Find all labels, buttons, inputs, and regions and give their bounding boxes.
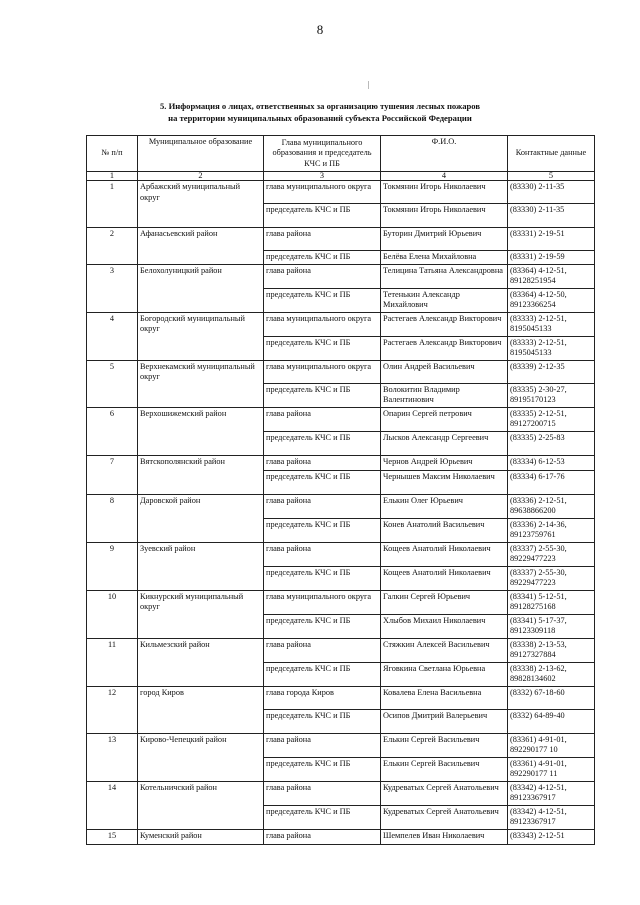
contact-cell: (83361) 4-91-01, 892290177 11 (508, 757, 595, 781)
row-number: 3 (87, 264, 138, 312)
scan-mark: | (368, 80, 370, 89)
role-cell: председатель КЧС и ПБ (264, 709, 381, 733)
fio-cell: Кудреватых Сергей Анатольевич (381, 781, 508, 805)
role-cell: председатель КЧС и ПБ (264, 757, 381, 781)
column-index: 2 (138, 172, 264, 181)
table-row (87, 590, 595, 614)
role-cell: глава района (264, 733, 381, 757)
role-cell: глава района (264, 542, 381, 566)
role-cell: председатель КЧС и ПБ (264, 288, 381, 312)
fio-cell: Опарин Сергей петрович (381, 407, 508, 431)
table-row (87, 407, 595, 431)
contact-cell: (8332) 67-18-60 (508, 686, 595, 709)
row-number: 8 (87, 494, 138, 542)
row-number: 12 (87, 686, 138, 733)
municipality-cell: Зуевский район (138, 542, 264, 590)
row-number: 7 (87, 455, 138, 494)
fio-cell: Шемпелев Иван Николаевич (381, 829, 508, 844)
fio-cell: Елькин Сергей Васильевич (381, 757, 508, 781)
row-number: 5 (87, 360, 138, 407)
fio-cell: Кощеев Анатолий Николаевич (381, 542, 508, 566)
fio-cell: Чернышев Максим Николаевич (381, 470, 508, 494)
row-number: 4 (87, 312, 138, 360)
municipality-cell: город Киров (138, 686, 264, 733)
contact-cell: (83341) 5-12-51, 89128275168 (508, 590, 595, 614)
contact-cell: (83334) 6-12-53 (508, 455, 595, 470)
contact-cell: (83342) 4-12-51, 89123367917 (508, 805, 595, 829)
contact-cell: (83342) 4-12-51, 89123367917 (508, 781, 595, 805)
municipality-cell: Куменский район (138, 829, 264, 844)
fio-cell: Стяжкин Алексей Васильевич (381, 638, 508, 662)
municipality-cell: Кикнурский муниципальный округ (138, 590, 264, 638)
fio-cell: Галкин Сергей Юрьевич (381, 590, 508, 614)
role-cell: председатель КЧС и ПБ (264, 336, 381, 360)
row-number: 13 (87, 733, 138, 781)
fio-cell: Кудреватых Сергей Анатольевич (381, 805, 508, 829)
fio-cell: Волокитин Владимир Валентинович (381, 383, 508, 407)
role-cell: глава муниципального округа (264, 590, 381, 614)
municipality-cell: Даровской район (138, 494, 264, 542)
row-number: 6 (87, 407, 138, 455)
contact-cell: (83334) 6-17-76 (508, 470, 595, 494)
contact-cell: (83336) 2-14-36, 89123759761 (508, 518, 595, 542)
fio-cell: Чернов Андрей Юрьевич (381, 455, 508, 470)
municipality-cell: Арбажский муниципальный округ (138, 181, 264, 228)
municipality-cell: Верхнекамский муниципальный округ (138, 360, 264, 407)
row-number: 10 (87, 590, 138, 638)
fio-cell: Растегаев Александр Викторович (381, 336, 508, 360)
municipality-cell: Котельничский район (138, 781, 264, 829)
fio-cell: Растегаев Александр Викторович (381, 312, 508, 336)
table-row (87, 829, 595, 844)
municipality-cell: Богородский муниципальный округ (138, 312, 264, 360)
role-cell: глава района (264, 455, 381, 470)
municipality-cell: Белохолуницкий район (138, 264, 264, 312)
row-number: 1 (87, 181, 138, 228)
role-cell: председатель КЧС и ПБ (264, 251, 381, 265)
role-cell: глава муниципального округа (264, 312, 381, 336)
municipality-cell: Верхошижемский район (138, 407, 264, 455)
role-cell: глава района (264, 264, 381, 288)
row-number: 11 (87, 638, 138, 686)
municipality-cell: Вятскополянский район (138, 455, 264, 494)
header-municipality: Муниципальное образование (138, 136, 264, 172)
role-cell: председатель КЧС и ПБ (264, 204, 381, 228)
table-row (87, 638, 595, 662)
role-cell: председатель КЧС и ПБ (264, 383, 381, 407)
role-cell: глава района (264, 638, 381, 662)
column-index: 4 (381, 172, 508, 181)
table-row (87, 542, 595, 566)
contact-cell: (83333) 2-12-51, 8195045133 (508, 312, 595, 336)
page-number: 8 (316, 22, 324, 37)
role-cell: председатель КЧС и ПБ (264, 805, 381, 829)
row-number: 2 (87, 228, 138, 265)
fio-cell: Яговкина Светлана Юрьевна (381, 662, 508, 686)
table-row (87, 264, 595, 288)
section-title (60, 100, 580, 124)
fio-cell: Елькин Сергей Васильевич (381, 733, 508, 757)
contact-cell: (83338) 2-13-62, 89828134602 (508, 662, 595, 686)
fio-cell: Токмянин Игорь Николаевич (381, 204, 508, 228)
table-row (87, 360, 595, 383)
responsible-persons-table (86, 135, 595, 845)
contact-cell: (83364) 4-12-51, 89128251954 (508, 264, 595, 288)
contact-cell: (83335) 2-30-27, 89195170123 (508, 383, 595, 407)
contact-cell: (83343) 2-12-51 (508, 829, 595, 844)
role-cell: председатель КЧС и ПБ (264, 566, 381, 590)
contact-cell: (83337) 2-55-30, 89229477223 (508, 566, 595, 590)
fio-cell: Кощеев Анатолий Николаевич (381, 566, 508, 590)
table-row (87, 228, 595, 251)
role-cell: председатель КЧС и ПБ (264, 470, 381, 494)
fio-cell: Токмянин Игорь Николаевич (381, 181, 508, 204)
row-number: 14 (87, 781, 138, 829)
contact-cell: (83331) 2-19-59 (508, 251, 595, 265)
contact-cell: (83333) 2-12-51, 8195045133 (508, 336, 595, 360)
municipality-cell: Кирово-Чепецкий район (138, 733, 264, 781)
contact-cell: (83364) 4-12-50, 89123366254 (508, 288, 595, 312)
column-index: 3 (264, 172, 381, 181)
role-cell: председатель КЧС и ПБ (264, 518, 381, 542)
contact-cell: (83331) 2-19-51 (508, 228, 595, 251)
column-index: 5 (508, 172, 595, 181)
contact-cell: (83335) 2-25-83 (508, 431, 595, 455)
fio-cell: Лысков Александр Сергеевич (381, 431, 508, 455)
contact-cell: (83330) 2-11-35 (508, 181, 595, 204)
fio-cell: Телицина Татьяна Александровна (381, 264, 508, 288)
role-cell: глава района (264, 228, 381, 251)
header-head: Глава муниципального образования и председатель КЧС и ПБ (264, 136, 381, 172)
header-fio: Ф.И.О. (381, 136, 508, 172)
table-row (87, 686, 595, 709)
row-number: 9 (87, 542, 138, 590)
fio-cell: Олин Андрей Васильевич (381, 360, 508, 383)
fio-cell: Осипов Дмитрий Валерьевич (381, 709, 508, 733)
column-index-row (87, 172, 595, 181)
contact-cell: (83330) 2-11-35 (508, 204, 595, 228)
contact-cell: (83337) 2-55-30, 89229477223 (508, 542, 595, 566)
table-row (87, 312, 595, 336)
contact-cell: (83341) 5-17-37, 89123309118 (508, 614, 595, 638)
table-row (87, 733, 595, 757)
header-contacts: Контактные данные (508, 136, 595, 172)
header-num: № п/п (87, 136, 138, 172)
fio-cell: Тетенькин Александр Михайлович (381, 288, 508, 312)
role-cell: глава района (264, 781, 381, 805)
contact-cell: (83339) 2-12-35 (508, 360, 595, 383)
role-cell: глава муниципального округа (264, 181, 381, 204)
role-cell: председатель КЧС и ПБ (264, 614, 381, 638)
role-cell: глава района (264, 407, 381, 431)
contact-cell: (83335) 2-12-51, 89127200715 (508, 407, 595, 431)
table-header-row (87, 136, 595, 172)
fio-cell: Ковалева Елена Васильевна (381, 686, 508, 709)
table-row (87, 494, 595, 518)
role-cell: глава муниципального округа (264, 360, 381, 383)
table-row (87, 455, 595, 470)
table-row (87, 181, 595, 204)
contact-cell: (83361) 4-91-01, 892290177 10 (508, 733, 595, 757)
section-title-line-1: 5. Информация о лицах, ответственных за организацию тушения лесных пожаров (159, 101, 481, 111)
municipality-cell: Кильмезский район (138, 638, 264, 686)
section-title-line-2: на территории муниципальных образований субъекта Российской Федерации (168, 113, 472, 123)
role-cell: глава города Киров (264, 686, 381, 709)
contact-cell: (83336) 2-12-51, 89638866200 (508, 494, 595, 518)
role-cell: председатель КЧС и ПБ (264, 431, 381, 455)
contact-cell: (8332) 64-89-40 (508, 709, 595, 733)
fio-cell: Буторин Дмитрий Юрьевич (381, 228, 508, 251)
role-cell: глава района (264, 829, 381, 844)
fio-cell: Елькин Олег Юрьевич (381, 494, 508, 518)
column-index: 1 (87, 172, 138, 181)
fio-cell: Белёва Елена Михайловна (381, 251, 508, 265)
table-row (87, 781, 595, 805)
role-cell: председатель КЧС и ПБ (264, 662, 381, 686)
municipality-cell: Афанасьевский район (138, 228, 264, 265)
contact-cell: (83338) 2-13-53, 89127327884 (508, 638, 595, 662)
fio-cell: Хлыбов Михаил Николаевич (381, 614, 508, 638)
role-cell: глава района (264, 494, 381, 518)
row-number: 15 (87, 829, 138, 844)
fio-cell: Конев Анатолий Васильевич (381, 518, 508, 542)
